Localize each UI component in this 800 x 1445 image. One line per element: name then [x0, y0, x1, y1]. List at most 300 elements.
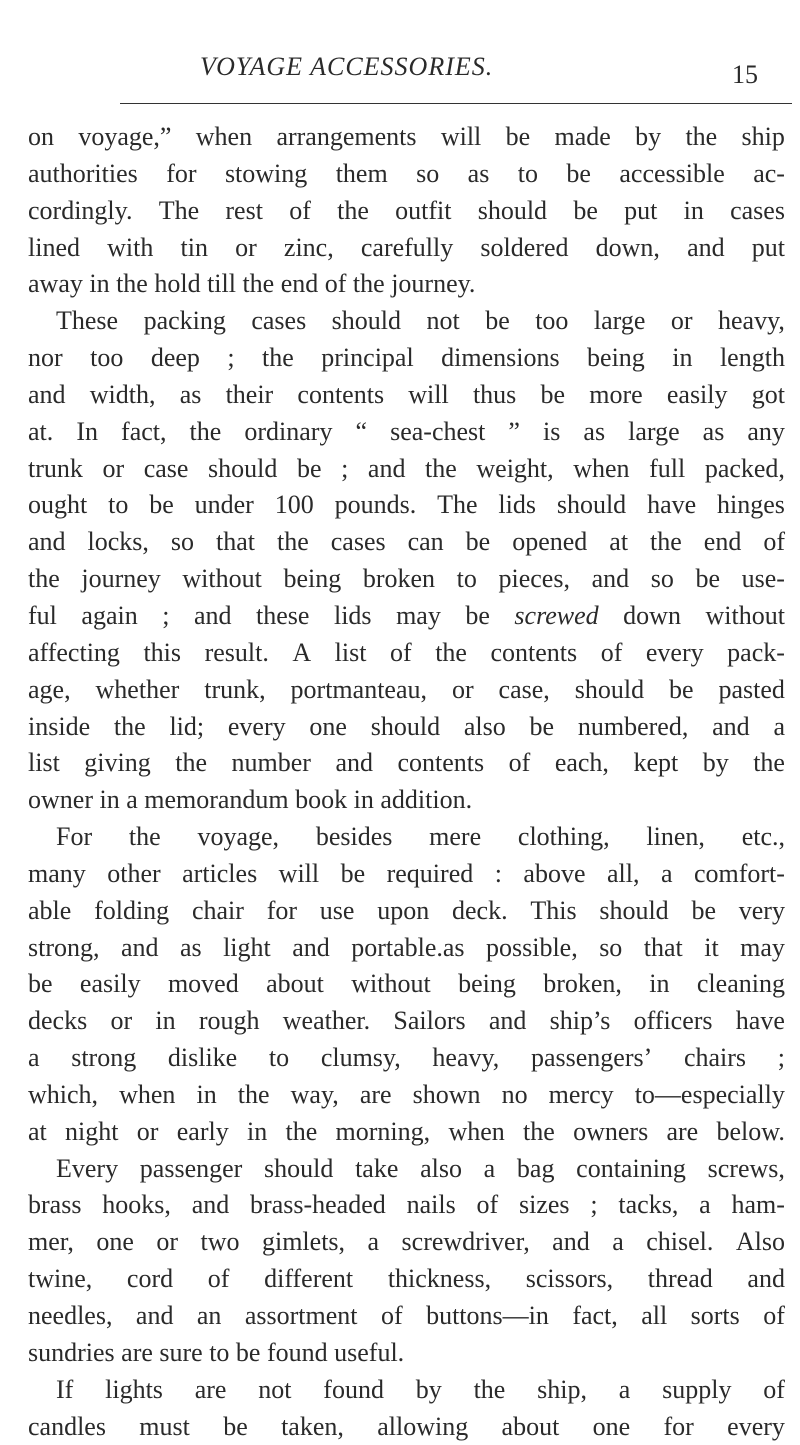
word: not — [426, 306, 460, 336]
text-line — [28, 303, 785, 340]
page-number: 15 — [732, 60, 758, 89]
word: of — [476, 1190, 499, 1220]
word: portmanteau, — [290, 674, 427, 704]
text-line — [28, 1040, 785, 1077]
word: scissors, — [525, 1264, 614, 1294]
word: nails — [406, 1190, 456, 1220]
word: be — [540, 379, 566, 409]
word: allowing — [377, 1411, 469, 1441]
word: a — [483, 1153, 496, 1183]
word: early — [176, 1116, 229, 1146]
word: ; — [777, 1043, 785, 1073]
word: of — [390, 637, 412, 667]
word: should — [599, 895, 669, 925]
text-line — [28, 451, 785, 488]
word: lid; — [169, 711, 205, 741]
word: large — [628, 416, 680, 446]
text-line — [28, 1409, 785, 1445]
word: gimlets, — [261, 1227, 346, 1257]
word: without — [705, 600, 785, 630]
text-line — [28, 1077, 785, 1114]
word: so — [416, 158, 440, 188]
word: the — [237, 1079, 270, 1109]
text-line: away in the hold till the end of the journey. — [28, 269, 476, 299]
word: or — [670, 306, 693, 336]
word: morning, — [335, 1116, 431, 1146]
word: Every — [56, 1153, 119, 1183]
word: by — [415, 1374, 442, 1404]
word: be — [573, 195, 598, 225]
word: be — [566, 158, 591, 188]
word: The — [437, 490, 478, 520]
word: ac- — [753, 158, 785, 188]
word: way, — [290, 1079, 339, 1109]
word: kept — [633, 748, 679, 778]
word: These — [56, 306, 119, 336]
text-line — [28, 672, 785, 709]
word: put — [624, 195, 658, 225]
word: made — [554, 122, 611, 151]
word: very — [738, 895, 785, 925]
word: The — [158, 195, 200, 225]
word: of — [763, 527, 785, 557]
word: mercy — [548, 1079, 614, 1109]
word: pounds. — [334, 490, 417, 520]
word: also — [463, 711, 506, 741]
word: packed, — [704, 453, 785, 483]
word: will — [278, 858, 320, 888]
word: screwdriver, — [401, 1227, 530, 1257]
word: pack- — [727, 637, 785, 667]
word: every — [727, 1411, 785, 1441]
word: should — [264, 1153, 334, 1183]
word: clumsy, — [320, 1043, 401, 1073]
word: list — [334, 637, 367, 667]
word: length — [719, 343, 785, 373]
word: and — [747, 1264, 785, 1294]
word: in — [649, 969, 670, 999]
word: have — [735, 1006, 785, 1036]
word: as — [583, 416, 606, 446]
word: are — [666, 1116, 699, 1146]
word: down, — [595, 232, 660, 262]
text-line — [28, 1261, 785, 1298]
word: not — [258, 1374, 292, 1404]
word: passengers’ — [530, 1043, 653, 1073]
word: authorities — [28, 158, 138, 188]
word: thickness, — [387, 1264, 492, 1294]
word: heavy, — [432, 1043, 500, 1073]
word: take — [355, 1153, 399, 1183]
word: the — [425, 453, 457, 483]
text-line — [28, 1151, 785, 1188]
word: and — [552, 1227, 590, 1257]
text-line — [28, 561, 785, 598]
word: ought — [28, 490, 88, 520]
word: result. — [204, 637, 269, 667]
word: a — [773, 711, 785, 741]
word: stowing — [224, 158, 308, 188]
word: pieces, — [498, 564, 570, 594]
word: ; — [590, 1190, 598, 1220]
word: sorts — [690, 1301, 740, 1330]
word: lights — [105, 1374, 163, 1404]
word: when — [119, 1079, 176, 1109]
word: ; — [227, 343, 235, 373]
text-line — [28, 1114, 785, 1151]
word: and — [687, 232, 725, 262]
word: of — [207, 1264, 230, 1294]
word: this — [143, 637, 182, 667]
word: ham- — [731, 1190, 785, 1220]
word: and — [28, 527, 66, 557]
word: about — [266, 969, 324, 999]
word: which, — [28, 1079, 99, 1109]
word: may — [396, 600, 441, 630]
text-line — [28, 598, 785, 635]
word: every — [645, 637, 704, 667]
word: ; — [341, 453, 349, 483]
word: the — [753, 748, 785, 778]
text-line — [28, 377, 785, 414]
word: should — [208, 453, 278, 483]
word: and — [488, 1006, 527, 1036]
word: buttons—in — [426, 1301, 549, 1330]
word: candles — [28, 1411, 106, 1441]
word: cordingly. — [28, 195, 133, 225]
word: one — [592, 1411, 631, 1441]
word: assortment — [244, 1301, 358, 1330]
word: shown — [412, 1079, 481, 1109]
word: twine, — [28, 1264, 93, 1294]
word: dislike — [167, 1043, 238, 1073]
text-line — [28, 856, 785, 893]
word: the — [523, 1116, 555, 1146]
word: a — [660, 858, 673, 888]
word: to — [268, 1043, 290, 1073]
word: and — [335, 748, 373, 778]
text-line — [28, 156, 785, 193]
word: hinges — [717, 490, 785, 520]
text-line — [28, 745, 785, 782]
word: and — [135, 1301, 174, 1330]
word: may — [740, 932, 785, 962]
word: A — [292, 637, 312, 667]
word: be — [28, 969, 53, 999]
word: the — [175, 748, 208, 778]
text-line — [28, 487, 785, 524]
word: got — [751, 379, 785, 409]
word: trunk — [28, 453, 83, 483]
word: end — [703, 527, 742, 557]
word: without — [182, 564, 262, 594]
word: should — [574, 674, 645, 704]
word: when — [448, 1116, 505, 1146]
word: the — [285, 1116, 318, 1146]
word: in — [683, 195, 704, 225]
word: cleaning — [696, 969, 785, 999]
word: be — [485, 306, 510, 336]
word: be — [669, 674, 694, 704]
word: number — [231, 748, 311, 778]
word: Also — [735, 1227, 785, 1257]
word: too — [535, 306, 569, 336]
word: opened — [512, 527, 588, 557]
word: all, — [606, 858, 640, 888]
word: of — [380, 1301, 403, 1330]
word: weather. — [282, 1006, 371, 1036]
word: with — [107, 232, 154, 262]
text-line — [28, 193, 785, 230]
word: other — [107, 858, 161, 888]
word: zinc, — [283, 232, 334, 262]
word: should — [331, 306, 402, 336]
word: use — [319, 895, 355, 925]
word: ; — [162, 600, 170, 630]
word: the — [189, 416, 222, 446]
word: 100 — [274, 490, 314, 520]
word: the — [128, 822, 161, 852]
word: again — [81, 600, 138, 630]
word: comfort- — [693, 858, 785, 888]
word: portable.as — [351, 932, 465, 962]
word: cord — [126, 1264, 174, 1294]
word: “ — [355, 416, 368, 446]
word: the — [262, 343, 294, 373]
word: a — [28, 1043, 40, 1073]
text-line: sundries are sure to be found useful. — [28, 1337, 405, 1367]
word: be — [149, 490, 174, 520]
word: tacks, — [618, 1190, 679, 1220]
word: clothing, — [517, 822, 610, 852]
word: locks, — [87, 527, 149, 557]
text-line — [28, 414, 785, 451]
word: at. — [28, 416, 54, 446]
word: voyage, — [197, 822, 280, 852]
word: and — [191, 1190, 230, 1220]
word: a — [612, 1227, 624, 1257]
word: pasted — [718, 674, 785, 704]
word: brass-headed — [250, 1190, 386, 1220]
word: many — [28, 858, 86, 888]
word: the — [277, 527, 309, 557]
word: folding — [94, 895, 170, 925]
word: If — [56, 1374, 74, 1404]
word: owners — [573, 1116, 649, 1146]
word: ordinary — [244, 416, 333, 446]
text-line — [28, 819, 785, 856]
word: be — [465, 527, 491, 557]
word: put — [751, 232, 785, 262]
word: the — [473, 1374, 506, 1404]
word: tin — [180, 232, 208, 262]
word: bag — [516, 1153, 555, 1183]
word: and — [193, 600, 232, 630]
word: being — [283, 564, 342, 594]
word: them — [335, 158, 388, 188]
word: ship — [741, 122, 785, 151]
word: should — [370, 711, 441, 741]
word: be — [691, 895, 716, 925]
text-line — [28, 1298, 785, 1335]
word: in — [246, 1116, 268, 1146]
word: packing — [143, 306, 226, 336]
word: able — [28, 895, 72, 925]
word: trunk, — [204, 674, 266, 704]
italic-word: screwed — [514, 600, 599, 630]
word: in — [672, 343, 693, 373]
word: moved — [167, 969, 239, 999]
word: numbered, — [577, 711, 689, 741]
word: at — [28, 1116, 47, 1146]
word: that — [216, 527, 256, 557]
word: or — [451, 674, 474, 704]
word: found — [323, 1374, 384, 1404]
word: more — [589, 379, 643, 409]
word: being — [587, 343, 645, 373]
text-line — [28, 930, 785, 967]
text-line — [28, 119, 785, 156]
word: easily — [666, 379, 728, 409]
word: any — [747, 416, 785, 446]
word: cases — [251, 306, 307, 336]
word: of — [508, 748, 531, 778]
word: giving — [84, 748, 151, 778]
word: age, — [28, 674, 71, 704]
word: is — [543, 416, 561, 446]
word: carefully — [360, 232, 454, 262]
word: taken, — [281, 1411, 344, 1441]
word: under — [194, 490, 254, 520]
word: width, — [89, 379, 156, 409]
word: thread — [647, 1264, 713, 1294]
word: mere — [429, 822, 482, 852]
word: lids — [498, 490, 536, 520]
word: will — [440, 122, 482, 151]
word: deck. — [451, 895, 508, 925]
word: articles — [182, 858, 258, 888]
word: chisel. — [646, 1227, 714, 1257]
word: fact, — [121, 416, 167, 446]
word: containing — [576, 1153, 686, 1183]
word: for — [663, 1411, 694, 1441]
word: lined — [28, 232, 80, 262]
word: rest — [225, 195, 263, 225]
word: and — [28, 379, 66, 409]
word: the — [435, 637, 467, 667]
word: besides — [315, 822, 393, 852]
text-line — [28, 524, 785, 561]
word: brass — [28, 1190, 82, 1220]
word: chair — [191, 895, 244, 925]
word: sea-chest — [390, 416, 486, 446]
text-line — [28, 1372, 785, 1409]
word: to — [108, 490, 129, 520]
word: full — [649, 453, 686, 483]
word: strong — [71, 1043, 137, 1073]
word: weight, — [476, 453, 554, 483]
word: are — [194, 1374, 227, 1404]
word: all — [641, 1301, 668, 1330]
word: chairs — [683, 1043, 747, 1073]
word: that — [643, 932, 683, 962]
word: officers — [633, 1006, 713, 1036]
word: one — [96, 1227, 134, 1257]
word: of — [763, 1301, 785, 1330]
word: broken — [362, 564, 436, 594]
body-text — [28, 119, 785, 1445]
word: so — [650, 564, 674, 594]
word: thus — [472, 379, 517, 409]
word: contents — [397, 748, 485, 778]
word: down — [623, 600, 681, 630]
word: large — [593, 306, 646, 336]
word: fact, — [572, 1301, 618, 1330]
word: heavy, — [718, 306, 785, 336]
word: case — [143, 453, 189, 483]
word: a — [618, 1374, 631, 1404]
word: light — [223, 932, 271, 962]
word: one — [309, 711, 347, 741]
word: the — [113, 711, 146, 741]
text-line — [28, 635, 785, 672]
word: it — [704, 932, 719, 962]
word: hooks, — [102, 1190, 171, 1220]
word: the — [650, 527, 682, 557]
word: or — [102, 453, 125, 483]
word: below. — [716, 1116, 785, 1146]
word: are — [359, 1079, 392, 1109]
word: as — [467, 158, 490, 188]
word: broken, — [543, 969, 622, 999]
word: supply — [662, 1374, 732, 1404]
word: the — [28, 564, 60, 594]
word: soldered — [480, 232, 569, 262]
word: by — [635, 122, 662, 151]
word: on — [28, 122, 54, 151]
word: affecting — [28, 637, 120, 667]
word: every — [227, 711, 286, 741]
word: so — [599, 932, 623, 962]
word: journey — [81, 564, 161, 594]
word: rough — [198, 1006, 260, 1036]
word: also — [420, 1153, 462, 1183]
word: should — [477, 195, 548, 225]
word: be — [505, 122, 531, 151]
word: of — [289, 195, 311, 225]
word: as — [179, 379, 202, 409]
word: case, — [498, 674, 550, 704]
word: mer, — [28, 1227, 74, 1257]
word: cases — [330, 527, 386, 557]
word: in — [155, 1006, 176, 1036]
word: possible, — [486, 932, 578, 962]
word: list — [28, 748, 60, 778]
word: upon — [377, 895, 430, 925]
word: ship, — [537, 1374, 587, 1404]
word: or — [156, 1227, 179, 1257]
word: Sailors — [393, 1006, 466, 1036]
word: as — [179, 932, 202, 962]
word: : — [494, 858, 502, 888]
word: too — [90, 343, 124, 373]
word: of — [600, 637, 623, 667]
word: must — [139, 1411, 190, 1441]
word: as — [702, 416, 725, 446]
word: and — [367, 453, 406, 483]
word: each, — [554, 748, 609, 778]
word: to — [517, 158, 538, 188]
